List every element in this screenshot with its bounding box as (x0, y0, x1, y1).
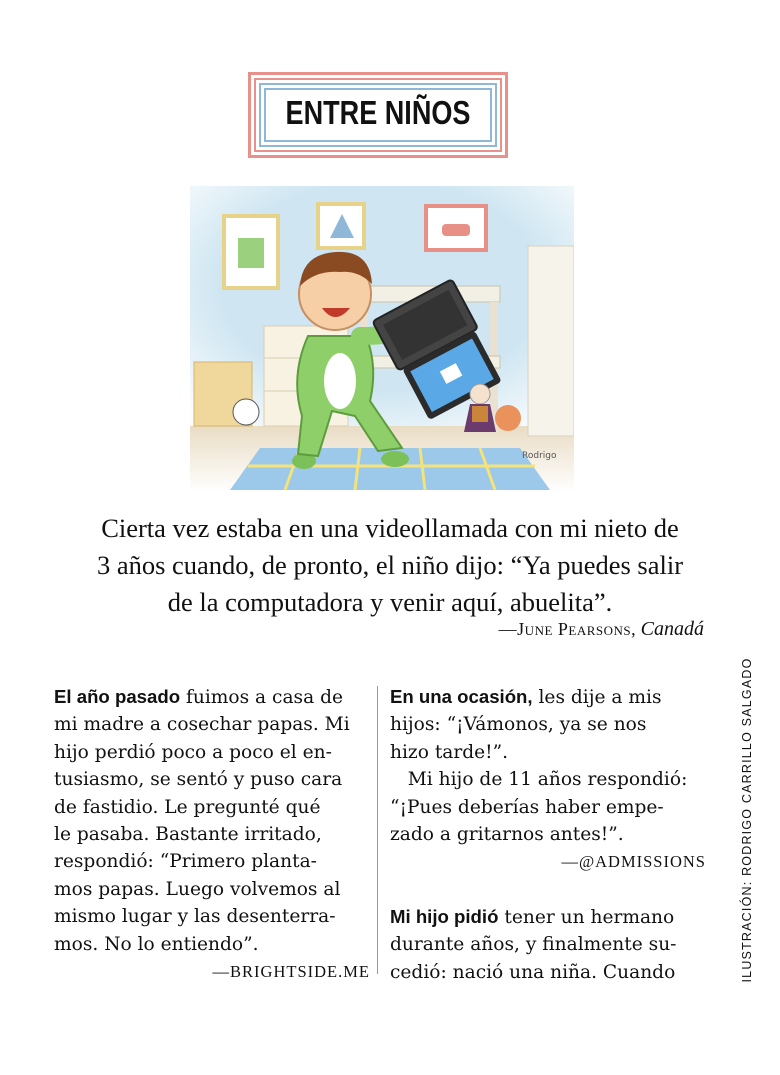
story-lead: En una ocasión, (390, 686, 533, 707)
quote-line: de la computadora y venir aquí, abuelita”. (167, 587, 613, 617)
story-line: le pasaba. Bastante irritado, (54, 824, 322, 846)
quote-credit-name: —June Pearsons, (498, 619, 637, 639)
story-line: fuimos a casa de (180, 687, 343, 708)
story-line: hijo perdió poco a poco el en- (54, 741, 332, 763)
story-line: les dije a mis (532, 687, 662, 708)
story-credit: —BRIGHTSIDE.ME (212, 962, 370, 982)
soccer-ball (233, 399, 259, 425)
illustration-credit-text: ILUSTRACIÓN: RODRIGO CARRILLO SALGADO (740, 657, 754, 983)
story-credit: —@ADMISSIONS (561, 852, 706, 872)
story-line: tusiasmo, se sentó y puso cara (54, 769, 343, 791)
story-line: zado a gritarnos antes!”. (390, 824, 624, 846)
right-column (390, 683, 706, 986)
story-line: mismo lugar y las desenterra- (54, 906, 336, 928)
header-title: ENTRE NIÑOS (285, 94, 471, 131)
story-line: de fastidio. Le pregunté qué (54, 796, 321, 818)
story-lead: Mi hijo pidió (390, 905, 499, 927)
story-line: respondió: “Primero planta- (54, 851, 317, 873)
illustrator-signature: Rodrigo (522, 451, 557, 461)
illustration-credit (732, 657, 762, 983)
story-line: hijos: “¡Vámonos, ya se nos (390, 714, 647, 736)
quote-credit (499, 618, 704, 641)
quote-line: Cierta vez estaba en una videollamada con mi nieto de (101, 513, 679, 543)
story-line: cedió: nació una niña. Cuando (390, 961, 676, 983)
story-line: mi madre a cosechar papas. Mi (54, 714, 350, 736)
story-line: hizo tarde!”. (390, 741, 509, 763)
left-column (54, 683, 370, 985)
story-line: durante años, y finalmente su- (390, 934, 677, 956)
story-lead: El año pasado (54, 686, 181, 707)
boy-with-laptop-illustration (190, 186, 574, 492)
section-header (248, 72, 508, 158)
story-line: “¡Pues deberías haber empe- (390, 796, 664, 818)
quote-line: 3 años cuando, de pronto, el niño dijo: “Ya puedes salir (96, 550, 684, 580)
main-quote (40, 510, 740, 621)
story-line: tener un hermano (498, 906, 675, 928)
door (528, 246, 574, 436)
story-line: mos. No lo entiendo”. (54, 933, 259, 955)
story-line: mos papas. Luego volvemos al (54, 878, 341, 900)
story-line: Mi hijo de 11 años respondió: (390, 769, 688, 791)
column-divider (377, 686, 378, 974)
quote-credit-place: Canadá (640, 618, 704, 640)
basketball (495, 405, 521, 431)
